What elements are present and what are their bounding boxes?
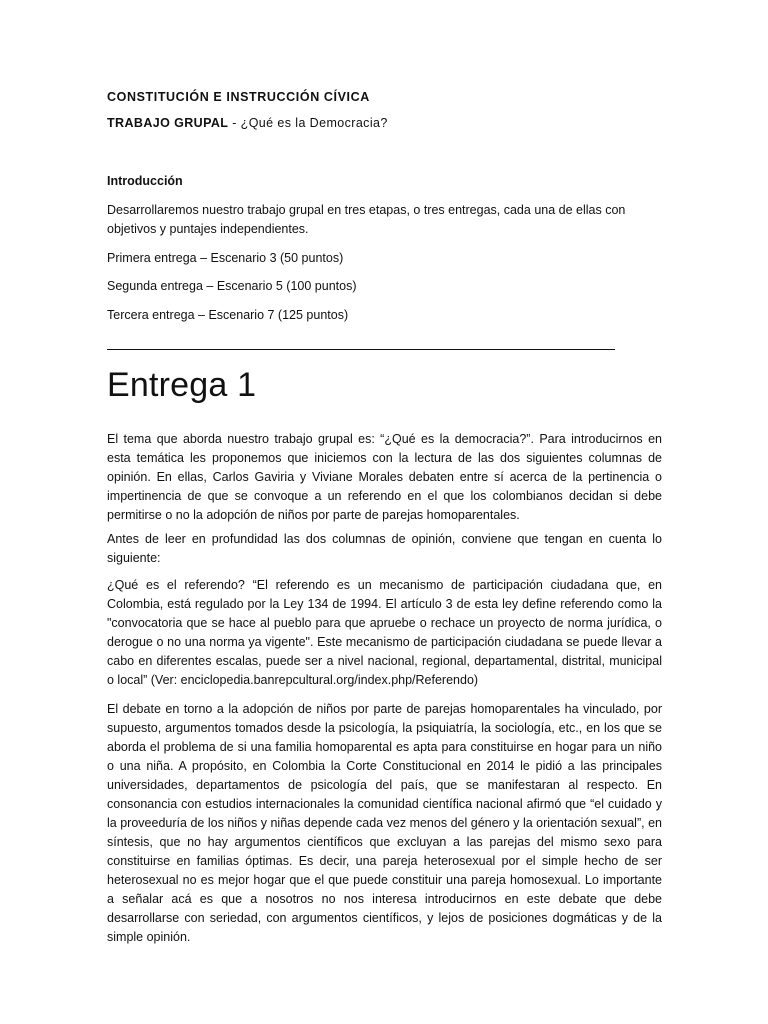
intro-paragraph: Desarrollaremos nuestro trabajo grupal en tres etapas, o tres entregas, cada una de ellas con objetivos y puntajes independientes.: [107, 203, 626, 236]
intro-heading: Introducción: [107, 174, 183, 188]
delivery-item-2: Segunda entrega – Escenario 5 (100 puntos): [107, 279, 357, 293]
section-heading: Entrega 1: [107, 366, 257, 404]
subtitle-topic: - ¿Qué es la Democracia?: [228, 116, 388, 130]
body-paragraph-4: El debate en torno a la adopción de niños por parte de parejas homoparentales ha vinculado, por supuesto, argumentos tomados desde la psicología, la psiquiatría, la sociología, etc., en los que se aborda el problema de si una familia homoparental es apta para constituirse en hogar para un niño o una niña. A propósito, en Colombia la Corte Constitucional en 2014 le pidió a las principales universidades, departamentos de psicología del país, que se manifestaran al respecto. En consonancia con estudios internacionales la comunidad científica nacional afirmó que “el cuidado y la proveeduría de los niños y niñas depende cada vez menos del género y la orientación sexual”, en síntesis, que no hay argumentos científicos que excluyan a las parejas del mismo sexo para constituirse en familias óptimas. Es decir, una pareja heterosexual por el simple hecho de ser heterosexual no es mejor hogar que el que puede constituir una pareja homosexual. Lo importante a señalar acá es que a nosotros no nos interesa introducirnos en este debate que debe desarrollarse con seriedad, con argumentos científicos, y lejos de posiciones dogmáticas y de la simple opinión.: [107, 702, 662, 944]
body-paragraph-3: ¿Qué es el referendo? “El referendo es un mecanismo de participación ciudadana que, en Colombia, está regulado por la Ley 134 de 1994. El artículo 3 de esta ley define referendo como la "convocatoria que se hace al pueblo para que apruebe o rechace un proyecto de norma jurídica, o derogue o no una norma ya vigente". Este mecanismo de participación ciudadana se puede llevar a cabo en diferentes escalas, puede ser a nivel nacional, regional, departamental, distrital, municipal o local” (Ver: enciclopedia.banrepcultural.org/index.php/Referendo): [107, 578, 662, 687]
body-paragraph-1: El tema que aborda nuestro trabajo grupal es: “¿Qué es la democracia?”. Para introducirnos en esta temática les proponemos que iniciemos con la lectura de las dos siguientes columnas de opinión. En ellas, Carlos Gaviria y Viviane Morales debaten entre sí acerca de la pertinencia o impertinencia de que se convoque a un referendo en el que los colombianos decidan si debe permitirse o no la adopción de niños por parte de parejas homoparentales.: [107, 432, 662, 522]
course-title: CONSTITUCIÓN E INSTRUCCIÓN CÍVICA: [107, 90, 370, 104]
delivery-item-1: Primera entrega – Escenario 3 (50 puntos): [107, 251, 344, 265]
section-divider: [107, 349, 615, 350]
subtitle-label: TRABAJO GRUPAL: [107, 116, 229, 130]
assignment-subtitle: [107, 116, 388, 130]
body-paragraph-2: Antes de leer en profundidad las dos columnas de opinión, conviene que tengan en cuenta lo siguiente:: [107, 532, 662, 565]
delivery-item-3: Tercera entrega – Escenario 7 (125 puntos): [107, 308, 349, 322]
